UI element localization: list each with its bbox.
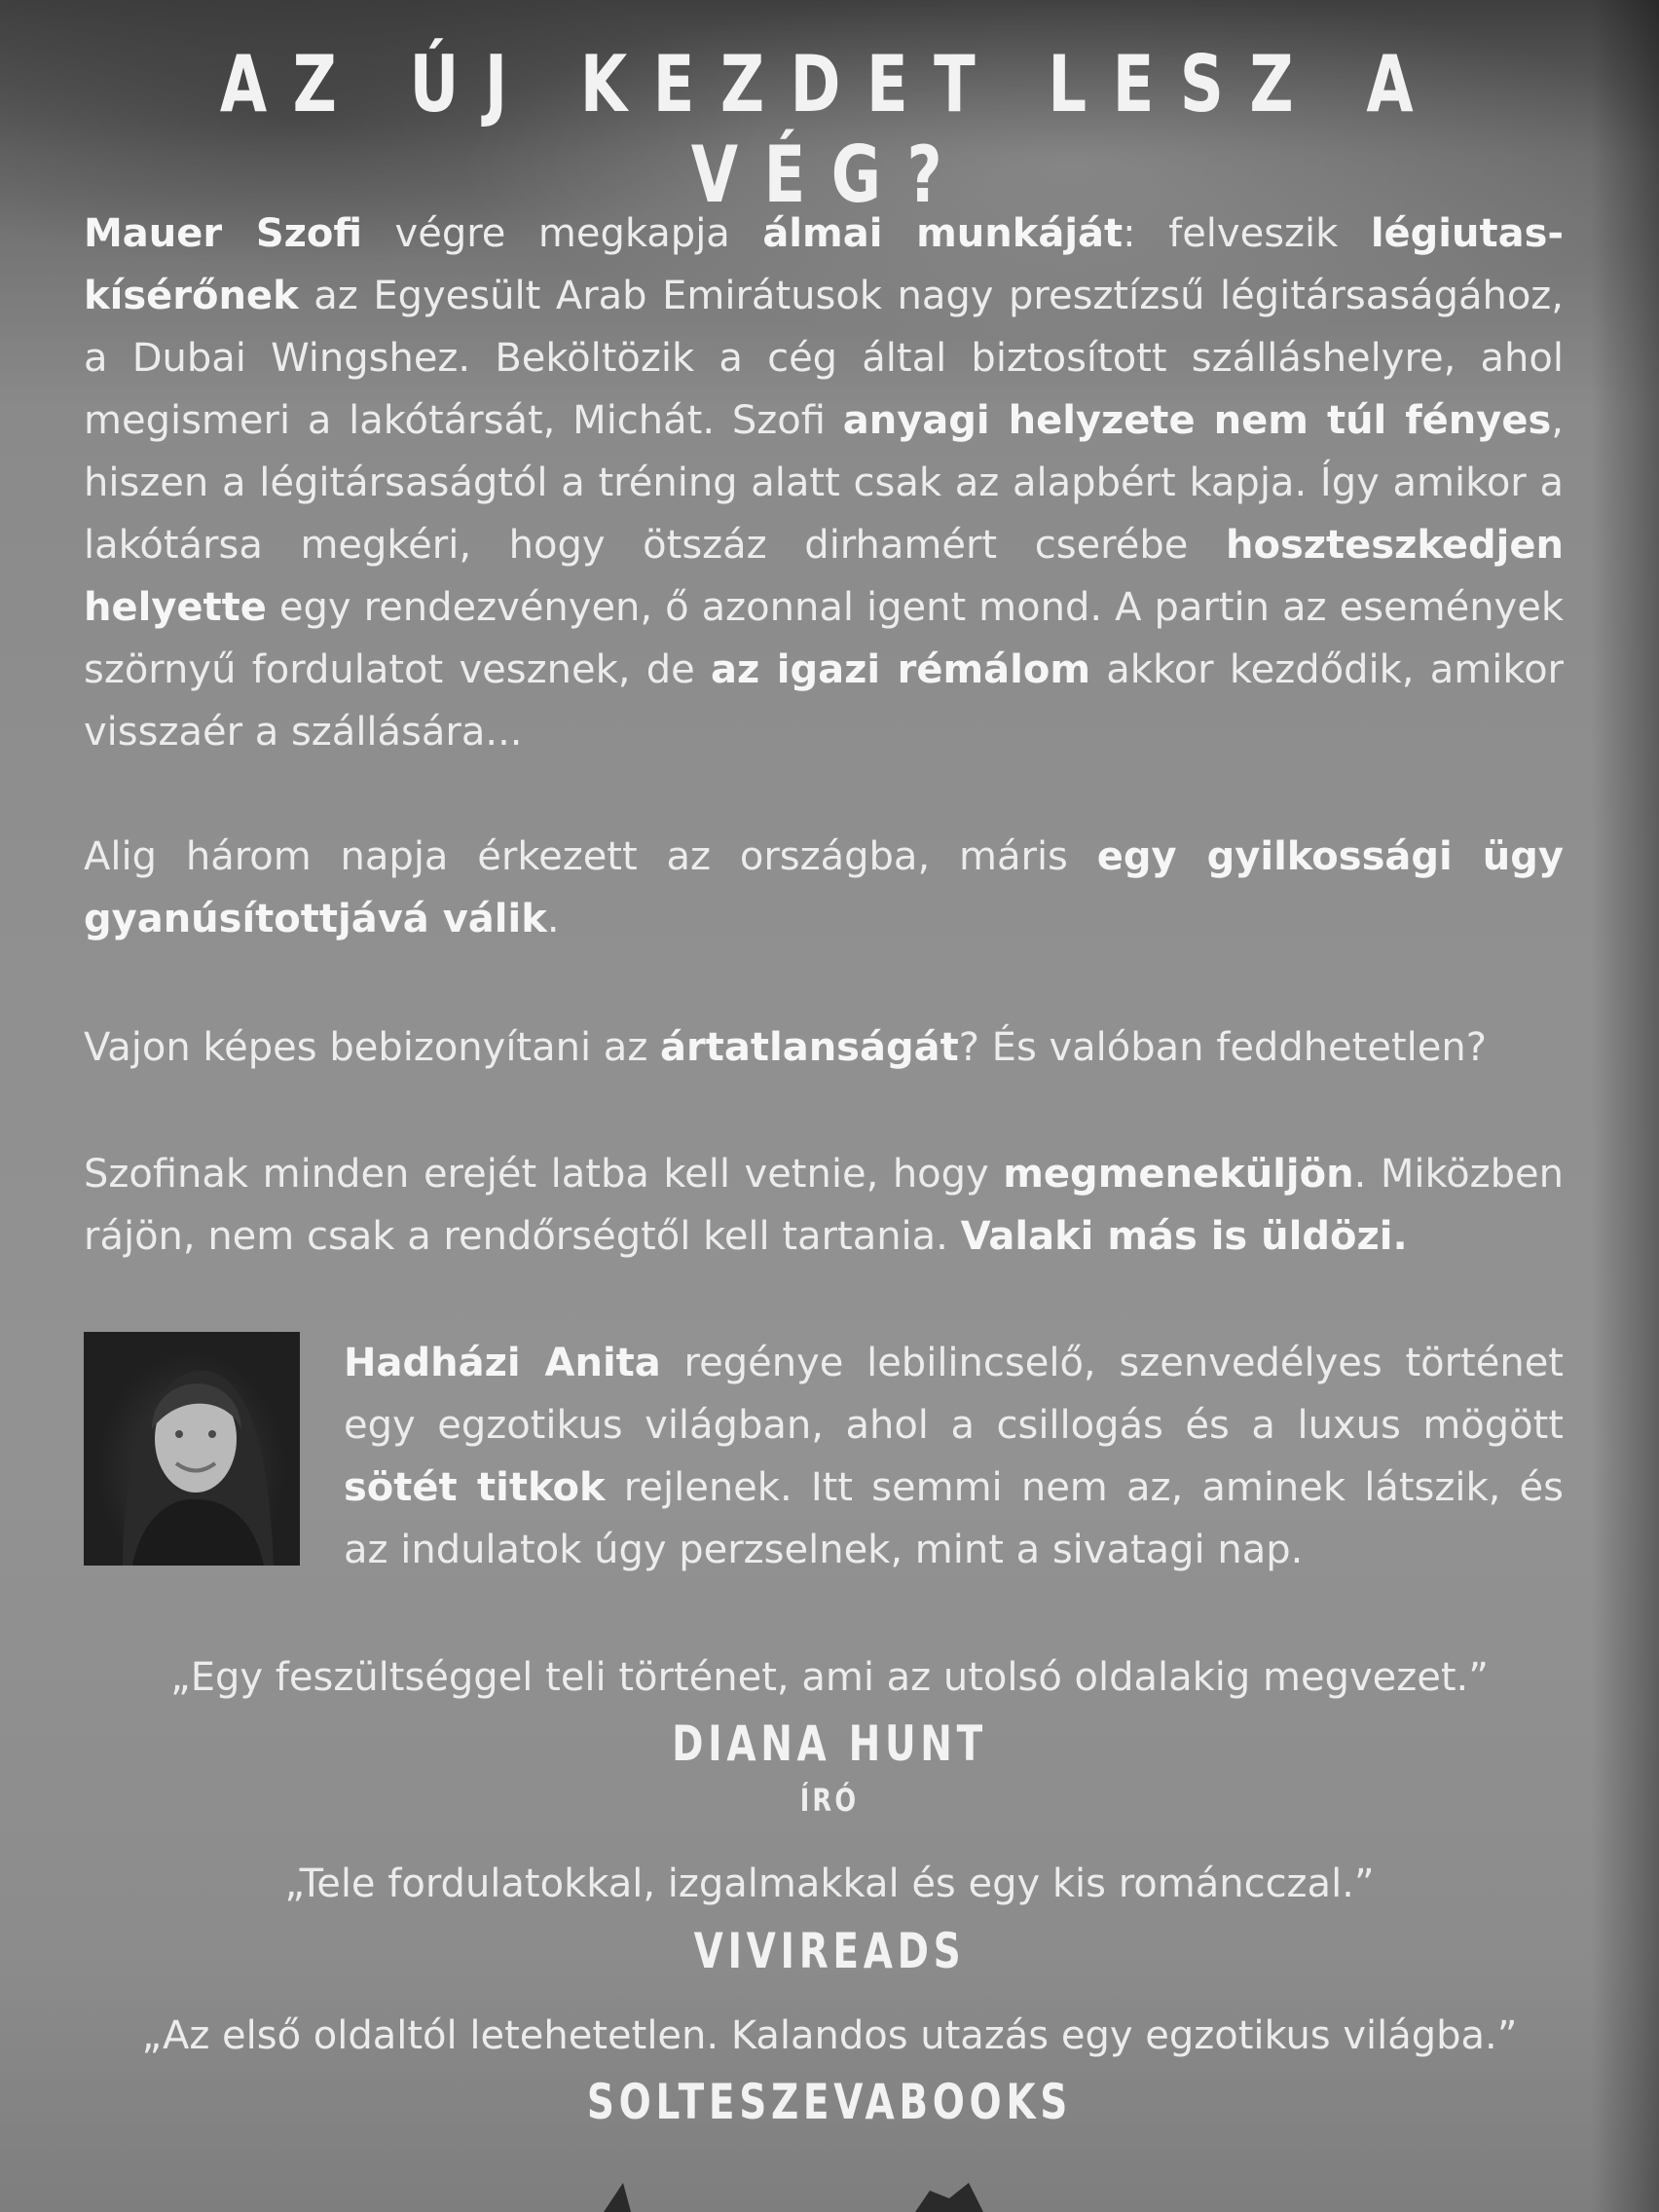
synopsis-paragraph-2: [84, 826, 1564, 950]
review-quote-3: „Az első oldaltól letehetetlen. Kalandos utazás egy egzotikus világba.”: [141, 2013, 1518, 2058]
body-text: .: [546, 897, 560, 941]
emphasis-text: az igazi rémálom: [711, 647, 1090, 692]
review-quote-1: „Egy feszültséggel teli történet, ami az utolsó oldalakig megvezet.”: [170, 1655, 1489, 1700]
emphasis-text: megmeneküljön: [1003, 1152, 1354, 1197]
review-quote-2: „Tele fordulatokkal, izgalmakkal és egy kis románcczal.”: [284, 1862, 1375, 1906]
emphasis-text: anyagi helyzete nem túl fényes: [842, 398, 1552, 443]
body-text: az Egyesült Arab Emirátusok nagy presztízsű légitársaságához, a Dubai Wingshez. Beköltözik a cég által biztosított szálláshelyre, ahol megismeri a lakótársát, Michát. Szofi: [84, 274, 1564, 443]
body-text: : felveszik: [1123, 211, 1371, 256]
emphasis-text: álmai munkáját: [762, 211, 1124, 256]
review-author-3: SOLTESZEVABOOKS: [586, 2074, 1073, 2130]
body-text: rejlenek. Itt semmi nem az, aminek látszik, és az indulatok úgy perzselnek, mint a sivatagi nap.: [344, 1465, 1564, 1572]
body-text: akkor kezdődik, amikor visszaér a szállására...: [84, 647, 1565, 755]
body-text: egy rendezvényen, ő azonnal igent mond. A partin az események szörnyű fordulatot vesznek, de: [84, 585, 1564, 692]
emphasis-text: Valaki más is üldözi.: [960, 1214, 1408, 1259]
synopsis-paragraph-3: [84, 1016, 1564, 1079]
author-blurb: [344, 1332, 1564, 1581]
body-text: , hiszen a légitársaságtól a tréning alatt csak az alapbért kapja. Így amikor a lakótársa megkéri, hogy ötszáz dirhamért cserébe: [84, 398, 1565, 568]
synopsis-paragraph-4: [84, 1143, 1564, 1268]
emphasis-text: egy gyilkossági ügy gyanúsítottjává válik: [84, 834, 1564, 941]
body-text: Szofinak minden erejét latba kell vetnie, hogy: [84, 1152, 1004, 1197]
emphasis-text: sötét titkok: [344, 1465, 606, 1510]
emphasis-text: Hadházi Anita: [344, 1341, 661, 1385]
emphasis-text: légiutas-kísérőnek: [84, 211, 1564, 318]
bottom-silhouette: [0, 2173, 1659, 2212]
body-text: Vajon képes bebizonyítani az: [84, 1025, 661, 1070]
review-role-1: ÍRÓ: [799, 1782, 860, 1819]
emphasis-text: Mauer Szofi: [84, 211, 363, 256]
body-text: regénye lebilincselő, szenvedélyes történet egy egzotikus világban, ahol a csillogás és a luxus mögött: [344, 1341, 1564, 1448]
body-text: ? És valóban feddhetetlen?: [958, 1025, 1487, 1070]
body-text: végre megkapja: [362, 211, 763, 256]
emphasis-text: hoszteszkedjen helyette: [84, 523, 1564, 630]
body-text: Alig három napja érkezett az országba, máris: [84, 834, 1097, 879]
emphasis-text: ártatlanságát: [660, 1025, 959, 1070]
review-author-2: VIVIREADS: [693, 1923, 966, 1979]
synopsis-paragraph-1: [84, 203, 1564, 763]
cover-headline: AZ ÚJ KEZDET LESZ A VÉG?: [219, 39, 1440, 220]
review-author-1: DIANA HUNT: [672, 1715, 987, 1772]
author-photo: [84, 1332, 300, 1566]
body-text: . Miközben rájön, nem csak a rendőrségtől kell tartania.: [84, 1152, 1564, 1259]
